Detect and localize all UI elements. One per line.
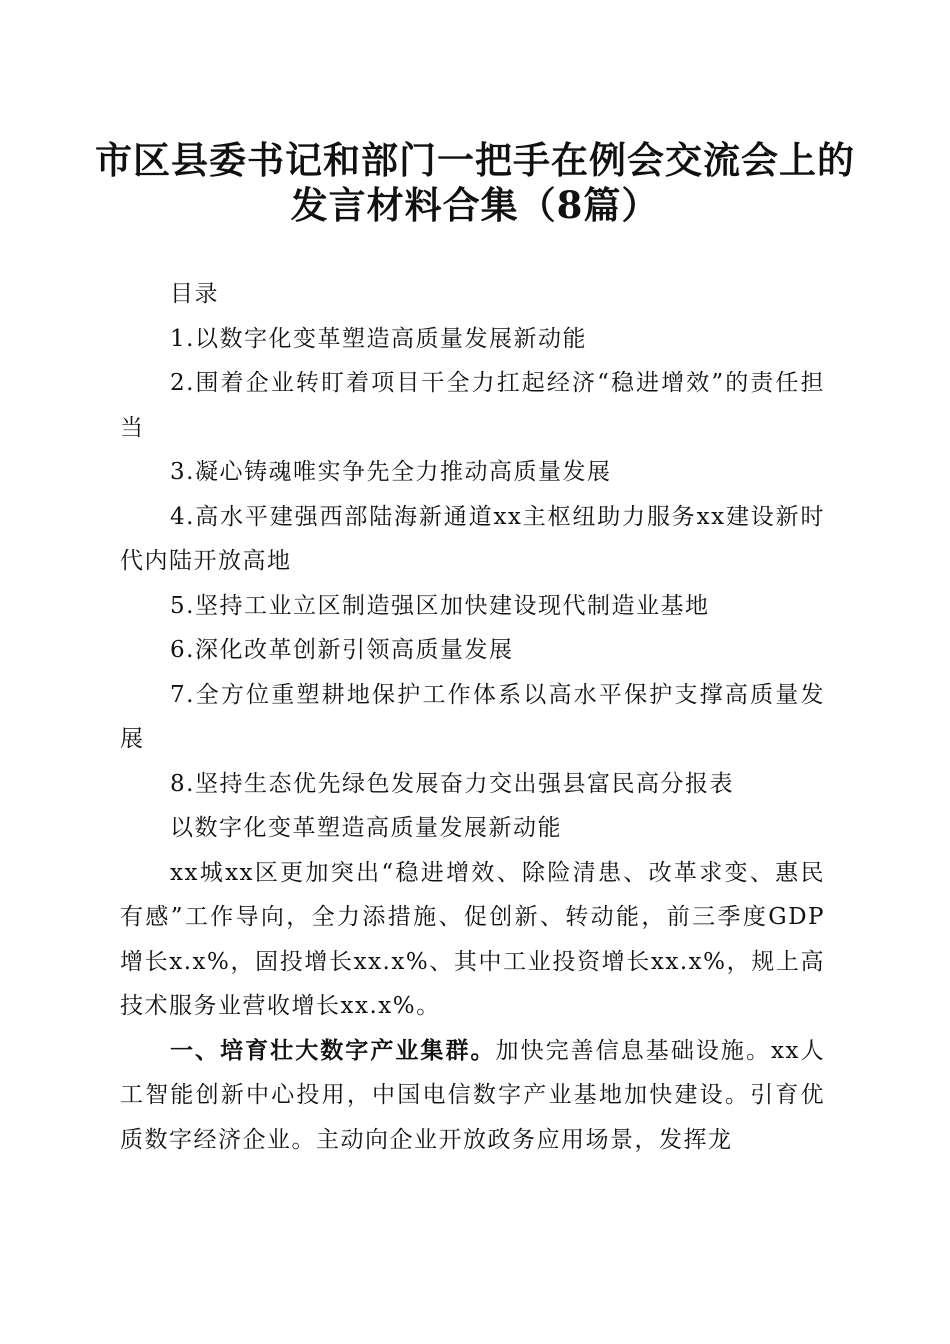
section-1-paragraph — [120, 1029, 825, 1163]
document-body — [120, 272, 825, 1162]
article-heading: 以数字化变革塑造高质量发展新动能 — [170, 815, 562, 841]
article-intro: xx城xx区更加突出“稳进增效、除险清患、改革求变、惠民有感”工作导向，全力添措施、促创新、转动能，前三季度GDP增长x.x%，固投增长xx.x%、其中工业投资增长xx.x%，规上高技术服务业营收增长xx.x%。 — [120, 859, 825, 1019]
toc-item-6: 6.深化改革创新引领高质量发展 — [170, 637, 514, 663]
toc-item-5: 5.坚持工业立区制造强区加快建设现代制造业基地 — [170, 592, 710, 619]
section-1-heading: 一、培育壮大数字产业集群。 — [170, 1036, 496, 1064]
title-line-1: 市区县委书记和部门一把手在例会交流会上的 — [95, 138, 855, 182]
toc-item-7: 7.全方位重塑耕地保护工作体系以高水平保护支撑高质量发展 — [120, 681, 825, 752]
toc-item-8: 8.坚持生态优先绿色发展奋力交出强县富民高分报表 — [170, 770, 734, 797]
section-1-text: 加快完善信息基础设施。xx人工智能创新中心投用，中国电信数字产业基地加快建设。引育优质数字经济企业。主动向企业开放政务应用场景，发挥龙 — [120, 1037, 825, 1153]
toc-item-2: 2.围着企业转盯着项目干全力扛起经济“稳进增效”的责任担当 — [120, 370, 825, 441]
document-title — [80, 138, 870, 228]
toc-item-4: 4.高水平建强西部陆海新通道xx主枢纽助力服务xx建设新时代内陆开放高地 — [120, 503, 825, 574]
toc-item-3: 3.凝心铸魂唯实争先全力推动高质量发展 — [170, 459, 612, 485]
toc-item-1: 1.以数字化变革塑造高质量发展新动能 — [170, 325, 587, 352]
toc-heading: 目录 — [170, 281, 219, 307]
title-line-2: 发言材料合集（8篇） — [290, 183, 660, 227]
